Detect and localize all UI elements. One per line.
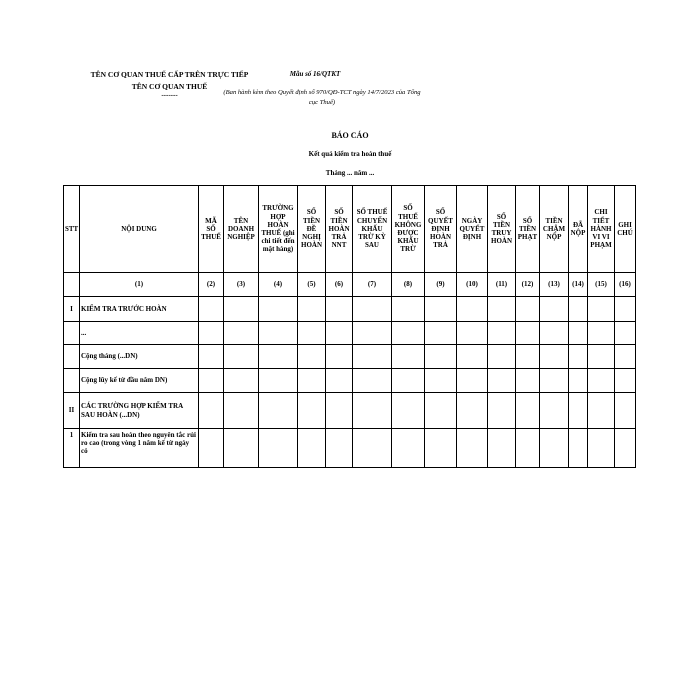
column-header: STT	[64, 186, 80, 273]
column-header	[259, 186, 298, 273]
table-cell	[516, 429, 540, 468]
table-cell	[516, 322, 540, 345]
table-cell	[615, 297, 636, 322]
table-cell	[569, 297, 588, 322]
column-number: (13)	[540, 273, 569, 297]
table-cell	[615, 369, 636, 393]
table-cell	[516, 297, 540, 322]
table-cell	[540, 369, 569, 393]
table-cell	[259, 393, 298, 429]
column-number: (7)	[353, 273, 392, 297]
table-cell	[457, 369, 488, 393]
row-stt: 1	[64, 429, 80, 468]
header-row	[64, 186, 636, 273]
column-header: SỐ TIỀN PHẠT	[516, 186, 540, 273]
table-cell	[326, 297, 353, 322]
table-cell	[326, 369, 353, 393]
table-cell	[199, 369, 224, 393]
table-cell	[199, 297, 224, 322]
table-row	[64, 322, 636, 345]
column-number: (6)	[326, 273, 353, 297]
table-cell	[298, 322, 326, 345]
table-cell	[516, 369, 540, 393]
column-header: GHI CHÚ	[615, 186, 636, 273]
table-cell	[353, 429, 392, 468]
table-cell	[392, 322, 425, 345]
table-cell	[298, 369, 326, 393]
report-period: Tháng ... năm ...	[325, 169, 375, 177]
table-cell	[569, 393, 588, 429]
table-cell	[615, 345, 636, 369]
column-header: NỘI DUNG	[80, 186, 199, 273]
table-cell	[298, 297, 326, 322]
row-content: Cộng tháng (...DN)	[80, 345, 199, 369]
form-issuance-note: (Ban hành kèm theo Quyết định số 970/QĐ-TCT ngày 14/7/2023 của Tổng cục Thuế)	[223, 89, 421, 106]
table-cell	[615, 393, 636, 429]
table-cell	[425, 345, 457, 369]
table-cell	[392, 297, 425, 322]
table-cell	[392, 345, 425, 369]
table-row	[64, 297, 636, 322]
table-cell	[615, 322, 636, 345]
column-number: (3)	[224, 273, 259, 297]
table-cell	[298, 429, 326, 468]
table-cell	[588, 393, 615, 429]
table-cell	[540, 322, 569, 345]
column-header-note: (ghi chi tiết đến mặt hàng)	[261, 229, 295, 254]
column-number: (12)	[516, 273, 540, 297]
agency-divider: -------	[161, 91, 178, 99]
column-number: (11)	[488, 273, 516, 297]
table-cell	[199, 322, 224, 345]
table-cell	[259, 369, 298, 393]
table-cell	[224, 369, 259, 393]
column-number-row	[64, 273, 636, 297]
table-cell	[569, 369, 588, 393]
form-number: Mẫu số 16/QTKT	[289, 70, 341, 78]
report-title: BÁO CÁO	[331, 131, 369, 140]
table-cell	[569, 429, 588, 468]
row-stt: II	[64, 393, 80, 429]
report-table	[63, 185, 636, 468]
table-cell	[488, 429, 516, 468]
table-cell	[588, 345, 615, 369]
table-cell	[540, 297, 569, 322]
table-cell	[588, 429, 615, 468]
column-number: (14)	[569, 273, 588, 297]
column-header: MÃ SỐ THUẾ	[199, 186, 224, 273]
table-cell	[457, 322, 488, 345]
column-number: (8)	[392, 273, 425, 297]
table-cell	[353, 322, 392, 345]
table-cell	[425, 322, 457, 345]
table-cell	[588, 369, 615, 393]
table-cell	[588, 322, 615, 345]
row-content: Kiểm tra sau hoàn theo nguyên tắc rủi ro cao (trong vòng 1 năm kể từ ngày có	[80, 429, 199, 468]
table-cell	[326, 393, 353, 429]
table-cell	[259, 297, 298, 322]
table-row	[64, 393, 636, 429]
row-content: KIỂM TRA TRƯỚC HOÀN	[80, 297, 199, 322]
table-row	[64, 369, 636, 393]
table-cell	[457, 393, 488, 429]
table-row	[64, 345, 636, 369]
column-number: (10)	[457, 273, 488, 297]
table-cell	[224, 393, 259, 429]
row-stt: I	[64, 297, 80, 322]
row-content: Cộng lũy kế từ đầu năm DN)	[80, 369, 199, 393]
row-content: CÁC TRƯỜNG HỢP KIỂM TRA SAU HOÀN (...DN)	[80, 393, 199, 429]
table-cell	[199, 429, 224, 468]
table-row	[64, 429, 636, 468]
column-number: (5)	[298, 273, 326, 297]
table-cell	[488, 369, 516, 393]
table-cell	[392, 393, 425, 429]
column-number: (1)	[80, 273, 199, 297]
table-cell	[353, 345, 392, 369]
report-subtitle: Kết quả kiểm tra hoàn thuế	[308, 150, 392, 158]
column-header: SỐ QUYẾT ĐỊNH HOÀN TRẢ	[425, 186, 457, 273]
column-header: ĐÃ NỘP	[569, 186, 588, 273]
column-header: SỐ TIỀN TRUY HOÀN	[488, 186, 516, 273]
table-cell	[457, 429, 488, 468]
table-cell	[353, 369, 392, 393]
column-header: NGÀY QUYẾT ĐỊNH	[457, 186, 488, 273]
agency-name: TÊN CƠ QUAN THUẾ	[131, 82, 208, 91]
table-cell	[353, 297, 392, 322]
table-cell	[224, 345, 259, 369]
table-cell	[488, 322, 516, 345]
column-header: TIỀN CHẬM NỘP	[540, 186, 569, 273]
row-stt	[64, 345, 80, 369]
table-cell	[488, 345, 516, 369]
table-cell	[224, 297, 259, 322]
table-cell	[326, 322, 353, 345]
table-cell	[259, 345, 298, 369]
column-number: (9)	[425, 273, 457, 297]
table-cell	[425, 429, 457, 468]
row-stt	[64, 369, 80, 393]
table-cell	[259, 429, 298, 468]
column-header: TÊN DOANH NGHIỆP	[224, 186, 259, 273]
table-cell	[615, 429, 636, 468]
table-cell	[353, 393, 392, 429]
upper-agency-name: TÊN CƠ QUAN THUẾ CẤP TRÊN TRỰC TIẾP	[90, 70, 249, 79]
table-cell	[298, 393, 326, 429]
table-cell	[224, 429, 259, 468]
table-cell	[298, 345, 326, 369]
table-cell	[425, 393, 457, 429]
table-cell	[199, 393, 224, 429]
table-cell	[392, 369, 425, 393]
column-number: (15)	[588, 273, 615, 297]
column-number	[64, 273, 80, 297]
column-header: CHI TIẾT HÀNH VI VI PHẠM	[588, 186, 615, 273]
column-header: SỐ TIỀN HOÀN TRẢ NNT	[326, 186, 353, 273]
table-cell	[540, 345, 569, 369]
table-cell	[224, 322, 259, 345]
column-number: (4)	[259, 273, 298, 297]
table-cell	[425, 369, 457, 393]
table-cell	[540, 393, 569, 429]
column-header-label: TRƯỜNG HỢP HOÀN THUẾ	[261, 204, 294, 237]
table-cell	[516, 345, 540, 369]
table-cell	[588, 297, 615, 322]
table-cell	[516, 393, 540, 429]
column-header: SỐ TIỀN ĐỀ NGHỊ HOÀN	[298, 186, 326, 273]
table-cell	[540, 429, 569, 468]
table-cell	[457, 297, 488, 322]
table-cell	[569, 322, 588, 345]
table-cell	[392, 429, 425, 468]
column-header: SỐ THUẾ CHUYỂN KHẤU TRỪ KỲ SAU	[353, 186, 392, 273]
table-cell	[326, 345, 353, 369]
column-number: (2)	[199, 273, 224, 297]
table-cell	[488, 297, 516, 322]
table-cell	[457, 345, 488, 369]
column-number: (16)	[615, 273, 636, 297]
table-cell	[199, 345, 224, 369]
row-content: ...	[80, 322, 199, 345]
table-cell	[259, 322, 298, 345]
table-cell	[425, 297, 457, 322]
table-cell	[326, 429, 353, 468]
row-stt	[64, 322, 80, 345]
column-header: SỐ THUẾ KHÔNG ĐƯỢC KHẤU TRỪ	[392, 186, 425, 273]
table-cell	[488, 393, 516, 429]
table-cell	[569, 345, 588, 369]
